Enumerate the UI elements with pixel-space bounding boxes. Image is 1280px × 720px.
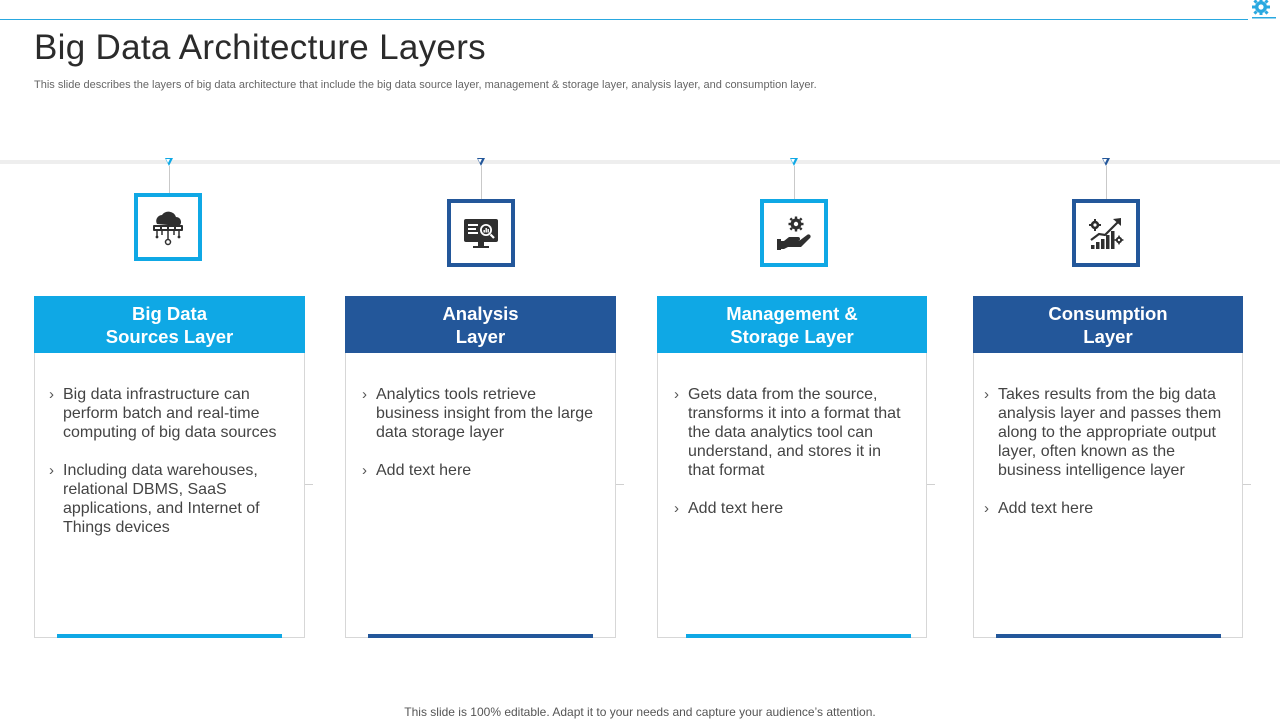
card-header-line: Layer bbox=[455, 325, 506, 347]
list-item bbox=[984, 385, 1228, 480]
layer-card bbox=[345, 296, 616, 638]
list-item bbox=[362, 385, 601, 442]
layer-card bbox=[34, 296, 305, 638]
connector-tick bbox=[927, 484, 935, 485]
timeline-marker bbox=[790, 158, 798, 166]
layer-icon-box bbox=[1072, 199, 1140, 267]
card-header-line: Consumption bbox=[1048, 302, 1168, 324]
chevron-right-icon: › bbox=[674, 386, 679, 403]
timeline-marker bbox=[165, 158, 173, 166]
chevron-right-icon: › bbox=[984, 386, 989, 403]
list-item-text: Add text here bbox=[998, 500, 1094, 517]
card-body bbox=[35, 353, 304, 537]
list-item-text: Add text here bbox=[376, 462, 472, 479]
layer-icon-box bbox=[447, 199, 515, 267]
layer-card bbox=[973, 296, 1243, 638]
connector-tick bbox=[1243, 484, 1251, 485]
hand-gear-icon bbox=[774, 213, 814, 253]
page-subtitle: This slide describes the layers of big data architecture that include the big data source layer, management & storage layer, analysis layer, and consumption layer. bbox=[34, 79, 817, 91]
chevron-right-icon: › bbox=[984, 500, 989, 517]
growth-chart-gears-icon bbox=[1086, 213, 1126, 253]
page-title: Big Data Architecture Layers bbox=[34, 28, 486, 67]
list-item bbox=[674, 499, 912, 518]
card-header bbox=[345, 296, 616, 353]
connector-line bbox=[481, 166, 482, 199]
card-accent-bar bbox=[368, 634, 593, 638]
footer-note: This slide is 100% editable. Adapt it to your needs and capture your audience’s attention. bbox=[404, 705, 876, 719]
list-item bbox=[674, 385, 912, 480]
chevron-right-icon: › bbox=[49, 386, 54, 403]
layer-icon-box bbox=[134, 193, 202, 261]
connector-tick bbox=[305, 484, 313, 485]
cloud-network-icon bbox=[148, 207, 188, 247]
timeline-marker bbox=[1102, 158, 1110, 166]
list-item-text: Big data infrastructure can perform batch and real-time computing of big data sources bbox=[63, 386, 277, 441]
card-header bbox=[657, 296, 927, 353]
list-item bbox=[984, 499, 1228, 518]
connector-tick bbox=[616, 484, 624, 485]
card-header bbox=[34, 296, 305, 353]
card-header-line: Sources Layer bbox=[105, 325, 234, 347]
layer-icon-box bbox=[760, 199, 828, 267]
list-item bbox=[362, 461, 601, 480]
card-body bbox=[974, 353, 1242, 518]
card-accent-bar bbox=[686, 634, 911, 638]
top-rule bbox=[0, 19, 1258, 20]
card-header-line: Analysis bbox=[442, 302, 519, 324]
card-header-line: Management & bbox=[726, 302, 858, 324]
layer-card bbox=[657, 296, 927, 638]
chevron-right-icon: › bbox=[362, 462, 367, 479]
list-item-text: Including data warehouses, relational DBMS, SaaS applications, and Internet of Things devices bbox=[63, 462, 260, 536]
chevron-right-icon: › bbox=[362, 386, 367, 403]
chevron-right-icon: › bbox=[49, 462, 54, 479]
card-body bbox=[658, 353, 926, 518]
gear-icon bbox=[1248, 0, 1276, 22]
card-header-line: Big Data bbox=[131, 302, 208, 324]
list-item-text: Add text here bbox=[688, 500, 784, 517]
chevron-right-icon: › bbox=[674, 500, 679, 517]
list-item-text: Gets data from the source, transforms it into a format that the data analytics tool can understand, and stores it in that format bbox=[688, 386, 901, 479]
card-accent-bar bbox=[996, 634, 1221, 638]
list-item bbox=[49, 385, 290, 442]
timeline-bar bbox=[0, 160, 1280, 164]
list-item-text: Analytics tools retrieve business insight from the large data storage layer bbox=[376, 386, 593, 441]
card-header bbox=[973, 296, 1243, 353]
card-accent-bar bbox=[57, 634, 282, 638]
connector-line bbox=[794, 166, 795, 199]
list-item bbox=[49, 461, 290, 537]
list-item-text: Takes results from the big data analysis layer and passes them along to the appropriate output layer, often known as the business intelligence layer bbox=[998, 386, 1222, 479]
monitor-analytics-icon bbox=[461, 213, 501, 253]
card-header-line: Layer bbox=[1083, 325, 1133, 347]
timeline-marker bbox=[477, 158, 485, 166]
connector-line bbox=[169, 166, 170, 193]
card-header-line: Storage Layer bbox=[730, 325, 854, 347]
connector-line bbox=[1106, 166, 1107, 199]
card-body bbox=[346, 353, 615, 480]
